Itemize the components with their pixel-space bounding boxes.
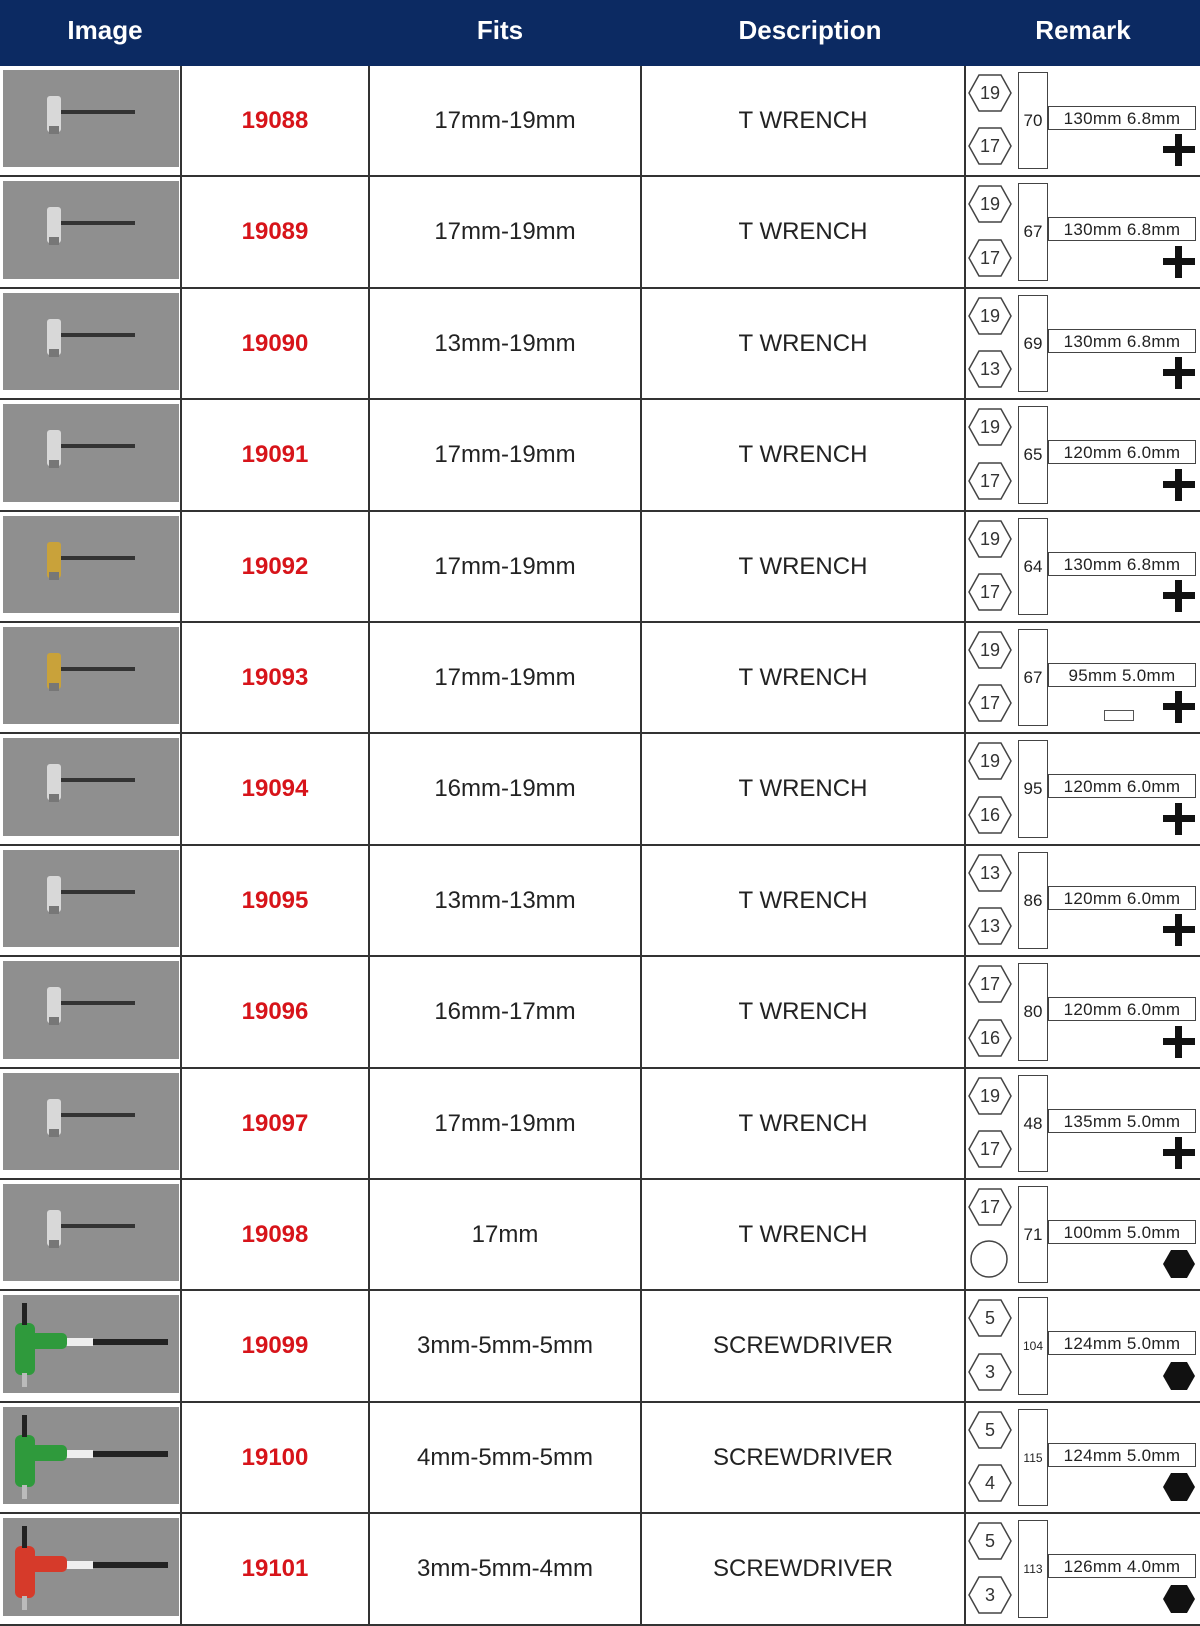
image-cell xyxy=(0,400,182,510)
fits-cell xyxy=(370,289,642,398)
fits-cell xyxy=(370,1514,642,1624)
phillips-tip-icon xyxy=(1162,1025,1196,1059)
product-photo xyxy=(3,1073,179,1170)
socket-size-top-label: 17 xyxy=(979,1197,1001,1217)
socket-size-bottom xyxy=(968,684,1012,722)
code-cell xyxy=(182,623,370,732)
socket-size-top xyxy=(968,965,1012,1003)
length-box xyxy=(1018,1297,1048,1395)
image-cell xyxy=(0,1514,182,1624)
tool-drawing xyxy=(3,850,179,946)
table-row xyxy=(0,1514,1200,1626)
dimensions-box xyxy=(1048,329,1196,353)
remark-cell xyxy=(966,400,1200,510)
tool-drawing xyxy=(3,1518,179,1614)
hex-tip-icon xyxy=(1162,1359,1196,1393)
remark-cell xyxy=(966,1514,1200,1624)
tool-drawing xyxy=(3,1407,179,1503)
fits-cell xyxy=(370,623,642,732)
code-cell xyxy=(182,512,370,621)
product-code: 19091 xyxy=(241,441,309,468)
socket-size-top-label: 17 xyxy=(979,974,1001,994)
remark-cell xyxy=(966,846,1200,955)
socket-size-top-label: 5 xyxy=(984,1420,995,1440)
description-cell xyxy=(642,957,966,1067)
table-row xyxy=(0,1403,1200,1514)
image-cell xyxy=(0,957,182,1067)
product-code: 19095 xyxy=(241,886,309,914)
description-cell xyxy=(642,400,966,510)
tool-drawing xyxy=(3,627,179,723)
socket-size-top-label: 19 xyxy=(979,640,1001,660)
dimensions-value: 126mm 4.0mm xyxy=(1063,1557,1181,1576)
product-code: 19090 xyxy=(241,329,309,357)
phillips-tip-icon xyxy=(1162,802,1196,836)
description-value: SCREWDRIVER xyxy=(712,1332,893,1359)
remark-cell xyxy=(966,957,1200,1067)
fits-value: 13mm-13mm xyxy=(434,886,576,914)
image-cell xyxy=(0,289,182,398)
socket-size-bottom-label: 4 xyxy=(984,1473,995,1493)
socket-size-top xyxy=(968,1522,1012,1560)
dimensions-box xyxy=(1048,997,1196,1021)
code-cell xyxy=(182,957,370,1067)
description-value: T WRENCH xyxy=(738,329,868,357)
length-box xyxy=(1018,1409,1048,1506)
product-code: 19092 xyxy=(241,552,309,580)
fits-cell xyxy=(370,1403,642,1512)
fits-value: 17mm-19mm xyxy=(434,663,576,691)
description-value: T WRENCH xyxy=(738,552,868,580)
socket-size-bottom-label: 17 xyxy=(979,582,1001,602)
socket-size-top xyxy=(968,742,1012,780)
socket-size-bottom xyxy=(968,350,1012,388)
description-cell xyxy=(642,289,966,398)
socket-size-bottom-label: 17 xyxy=(979,136,1001,156)
product-photo xyxy=(3,1295,179,1393)
product-photo xyxy=(3,293,179,390)
fits-cell xyxy=(370,957,642,1067)
socket-size-bottom-label: 3 xyxy=(984,1585,995,1605)
fits-value: 17mm-19mm xyxy=(434,218,576,245)
dimensions-value: 124mm 5.0mm xyxy=(1063,1446,1181,1465)
description-value: T WRENCH xyxy=(738,663,868,691)
description-cell xyxy=(642,846,966,955)
length-value: 71 xyxy=(1023,1224,1043,1244)
socket-size-bottom xyxy=(968,239,1012,277)
dimensions-box xyxy=(1048,217,1196,241)
fits-cell xyxy=(370,512,642,621)
product-code: 19094 xyxy=(241,775,309,802)
product-photo xyxy=(3,1407,179,1504)
socket-size-top-label: 5 xyxy=(984,1308,995,1328)
description-cell xyxy=(642,512,966,621)
dimensions-box xyxy=(1048,552,1196,576)
socket-size-top xyxy=(968,74,1012,112)
fits-cell xyxy=(370,66,642,175)
socket-size-top xyxy=(968,297,1012,335)
product-photo xyxy=(3,1518,179,1616)
socket-size-bottom-label: 17 xyxy=(979,1139,1001,1159)
fits-cell xyxy=(370,177,642,287)
length-value: 115 xyxy=(1023,1450,1043,1465)
dimensions-box xyxy=(1048,774,1196,798)
image-cell xyxy=(0,66,182,175)
description-value: T WRENCH xyxy=(738,886,868,914)
product-photo xyxy=(3,1184,179,1281)
description-cell xyxy=(642,177,966,287)
phillips-tip-icon xyxy=(1162,1136,1196,1170)
socket-size-top xyxy=(968,1411,1012,1449)
length-box xyxy=(1018,852,1048,949)
description-value: SCREWDRIVER xyxy=(712,1443,893,1471)
fits-value: 17mm-19mm xyxy=(434,441,576,468)
dimensions-value: 135mm 5.0mm xyxy=(1063,1112,1181,1131)
remark-cell xyxy=(966,1403,1200,1512)
dimensions-box xyxy=(1048,1220,1196,1244)
description-value: SCREWDRIVER xyxy=(712,1555,893,1582)
code-cell xyxy=(182,1069,370,1178)
dimensions-box xyxy=(1048,1554,1196,1578)
fits-value: 16mm-17mm xyxy=(434,998,576,1025)
dimensions-value: 130mm 6.8mm xyxy=(1063,109,1181,128)
table-row xyxy=(0,400,1200,512)
socket-size-bottom xyxy=(968,1464,1012,1502)
table-row xyxy=(0,512,1200,623)
hex-tip-icon xyxy=(1162,1582,1196,1616)
socket-size-bottom-label: 13 xyxy=(979,359,1001,379)
image-cell xyxy=(0,623,182,732)
description-cell xyxy=(642,623,966,732)
socket-size-bottom xyxy=(968,1353,1012,1391)
product-code: 19088 xyxy=(241,106,309,134)
product-photo xyxy=(3,181,179,279)
tool-drawing xyxy=(3,181,179,277)
socket-size-top xyxy=(968,1077,1012,1115)
length-value: 86 xyxy=(1023,890,1043,910)
fits-cell xyxy=(370,846,642,955)
tool-drawing xyxy=(3,70,179,166)
product-code: 19100 xyxy=(241,1443,309,1471)
socket-size-top-label: 19 xyxy=(979,751,1001,771)
fits-cell xyxy=(370,1180,642,1289)
socket-size-bottom-label: 13 xyxy=(979,916,1001,936)
table-row xyxy=(0,289,1200,400)
fits-cell xyxy=(370,400,642,510)
code-cell xyxy=(182,177,370,287)
image-cell xyxy=(0,177,182,287)
remark-cell xyxy=(966,1180,1200,1289)
code-cell xyxy=(182,846,370,955)
dimensions-box xyxy=(1048,106,1196,130)
dimensions-box xyxy=(1048,1331,1196,1355)
socket-size-bottom-label: 17 xyxy=(979,693,1001,713)
socket-size-top xyxy=(968,631,1012,669)
slot-tip-icon xyxy=(1104,710,1134,721)
fits-value: 13mm-19mm xyxy=(434,329,576,357)
description-cell xyxy=(642,1291,966,1401)
description-cell xyxy=(642,1403,966,1512)
product-photo xyxy=(3,738,179,836)
table-row xyxy=(0,177,1200,289)
product-code: 19101 xyxy=(241,1555,309,1582)
length-box xyxy=(1018,1520,1048,1618)
socket-size-top-label: 13 xyxy=(979,863,1001,883)
socket-size-top-label: 19 xyxy=(979,529,1001,549)
product-code: 19093 xyxy=(241,663,309,691)
socket-size-bottom xyxy=(968,573,1012,611)
header-image: Image xyxy=(67,15,143,45)
table-row xyxy=(0,1069,1200,1180)
fits-value: 4mm-5mm-5mm xyxy=(417,1443,593,1471)
socket-size-bottom xyxy=(968,127,1012,165)
product-code: 19098 xyxy=(241,1220,309,1248)
description-value: T WRENCH xyxy=(738,775,868,802)
dimensions-value: 100mm 5.0mm xyxy=(1063,1223,1181,1242)
socket-size-top xyxy=(968,1188,1012,1226)
length-value: 80 xyxy=(1023,1002,1043,1021)
remark-cell xyxy=(966,177,1200,287)
dimensions-value: 130mm 6.8mm xyxy=(1063,555,1181,574)
description-value: T WRENCH xyxy=(738,1220,868,1248)
image-cell xyxy=(0,512,182,621)
socket-size-bottom xyxy=(968,1019,1012,1057)
tool-drawing xyxy=(3,1073,179,1169)
socket-size-bottom-label: 17 xyxy=(979,248,1001,268)
image-cell xyxy=(0,734,182,844)
header-description: Description xyxy=(738,15,882,45)
product-code: 19096 xyxy=(241,998,309,1025)
socket-size-bottom-label: 3 xyxy=(984,1362,995,1382)
dimensions-box xyxy=(1048,663,1196,687)
dimensions-value: 130mm 6.8mm xyxy=(1063,332,1181,351)
tool-drawing xyxy=(3,404,179,500)
socket-size-top-label: 19 xyxy=(979,1086,1001,1106)
socket-size-top xyxy=(968,408,1012,446)
socket-size-bottom-label: 16 xyxy=(979,805,1001,825)
code-cell xyxy=(182,400,370,510)
fits-cell xyxy=(370,1069,642,1178)
product-photo xyxy=(3,516,179,613)
tool-drawing xyxy=(3,1184,179,1280)
code-cell xyxy=(182,1514,370,1624)
socket-size-bottom xyxy=(968,907,1012,945)
socket-size-top-label: 5 xyxy=(984,1531,995,1551)
length-value: 67 xyxy=(1023,222,1043,241)
table-header xyxy=(0,0,1200,66)
product-photo xyxy=(3,70,179,167)
image-cell xyxy=(0,846,182,955)
code-cell xyxy=(182,66,370,175)
header-fits: Fits xyxy=(476,15,524,45)
dimensions-value: 120mm 6.0mm xyxy=(1063,889,1181,908)
table-row xyxy=(0,846,1200,957)
tool-drawing xyxy=(3,961,179,1057)
length-box xyxy=(1018,740,1048,838)
phillips-tip-icon xyxy=(1162,245,1196,279)
hex-tip-icon xyxy=(1162,1247,1196,1281)
length-box xyxy=(1018,1075,1048,1172)
remark-cell xyxy=(966,289,1200,398)
socket-size-bottom xyxy=(968,796,1012,834)
socket-size-bottom xyxy=(968,1130,1012,1168)
description-value: T WRENCH xyxy=(738,998,868,1025)
phillips-tip-icon xyxy=(1162,690,1196,724)
socket-size-top xyxy=(968,520,1012,558)
fits-value: 16mm-19mm xyxy=(434,775,576,802)
code-cell xyxy=(182,1180,370,1289)
socket-size-bottom xyxy=(968,462,1012,500)
description-value: T WRENCH xyxy=(738,218,868,245)
product-photo xyxy=(3,961,179,1059)
socket-size-top xyxy=(968,185,1012,223)
fits-cell xyxy=(370,734,642,844)
image-cell xyxy=(0,1403,182,1512)
socket-size-top-label: 19 xyxy=(979,83,1001,103)
header-remark: Remark xyxy=(1035,15,1131,45)
remark-cell xyxy=(966,1291,1200,1401)
table-row xyxy=(0,66,1200,177)
table-row xyxy=(0,1291,1200,1403)
description-cell xyxy=(642,66,966,175)
product-code: 19099 xyxy=(241,1332,309,1359)
length-value: 69 xyxy=(1023,333,1043,353)
dimensions-box xyxy=(1048,886,1196,910)
description-value: T WRENCH xyxy=(738,441,868,468)
fits-value: 17mm-19mm xyxy=(434,1109,576,1137)
description-value: T WRENCH xyxy=(738,1109,868,1137)
fits-value: 17mm-19mm xyxy=(434,552,576,580)
remark-cell xyxy=(966,1069,1200,1178)
length-box xyxy=(1018,406,1048,504)
dimensions-value: 130mm 6.8mm xyxy=(1063,220,1181,239)
product-photo xyxy=(3,850,179,947)
round-end-shape xyxy=(968,1239,1012,1277)
image-cell xyxy=(0,1180,182,1289)
length-value: 65 xyxy=(1023,445,1043,464)
product-code: 19089 xyxy=(241,218,309,245)
code-cell xyxy=(182,289,370,398)
description-cell xyxy=(642,1069,966,1178)
image-cell xyxy=(0,1069,182,1178)
dimensions-value: 95mm 5.0mm xyxy=(1068,666,1176,685)
length-box xyxy=(1018,518,1048,615)
code-cell xyxy=(182,734,370,844)
dimensions-box xyxy=(1048,1443,1196,1467)
fits-cell xyxy=(370,1291,642,1401)
dimensions-box xyxy=(1048,440,1196,464)
image-cell xyxy=(0,1291,182,1401)
dimensions-value: 124mm 5.0mm xyxy=(1063,1334,1181,1353)
socket-size-top-label: 19 xyxy=(979,306,1001,326)
product-photo xyxy=(3,627,179,724)
socket-size-top-label: 19 xyxy=(979,194,1001,214)
length-value: 70 xyxy=(1023,110,1043,130)
phillips-tip-icon xyxy=(1162,468,1196,502)
socket-size-bottom-label: 17 xyxy=(979,471,1001,491)
product-code: 19097 xyxy=(241,1109,309,1137)
remark-cell xyxy=(966,66,1200,175)
fits-value: 17mm xyxy=(471,1220,539,1248)
fits-value: 3mm-5mm-5mm xyxy=(417,1332,593,1359)
code-cell xyxy=(182,1403,370,1512)
product-photo xyxy=(3,404,179,502)
fits-value: 3mm-5mm-4mm xyxy=(417,1555,593,1582)
socket-size-bottom xyxy=(968,1576,1012,1614)
remark-cell xyxy=(966,734,1200,844)
dimensions-value: 120mm 6.0mm xyxy=(1063,777,1181,796)
tool-drawing xyxy=(3,516,179,612)
length-value: 95 xyxy=(1023,779,1043,798)
length-value: 104 xyxy=(1022,1339,1044,1353)
length-value: 67 xyxy=(1023,667,1043,687)
code-cell xyxy=(182,1291,370,1401)
socket-size-top xyxy=(968,854,1012,892)
length-box xyxy=(1018,963,1048,1061)
remark-cell xyxy=(966,512,1200,621)
phillips-tip-icon xyxy=(1162,913,1196,947)
phillips-tip-icon xyxy=(1162,356,1196,390)
socket-size-top xyxy=(968,1299,1012,1337)
phillips-tip-icon xyxy=(1162,579,1196,613)
description-cell xyxy=(642,734,966,844)
description-cell xyxy=(642,1180,966,1289)
remark-cell xyxy=(966,623,1200,732)
description-cell xyxy=(642,1514,966,1624)
table-row xyxy=(0,1180,1200,1291)
fits-value: 17mm-19mm xyxy=(434,106,576,134)
socket-size-bottom-label: 16 xyxy=(979,1028,1001,1048)
socket-size-top-label: 19 xyxy=(979,417,1001,437)
length-box xyxy=(1018,1186,1048,1283)
tool-drawing xyxy=(3,738,179,834)
phillips-tip-icon xyxy=(1162,133,1196,167)
tool-drawing xyxy=(3,1295,179,1391)
length-value: 113 xyxy=(1023,1562,1043,1576)
description-value: T WRENCH xyxy=(738,106,868,134)
length-box xyxy=(1018,295,1048,392)
length-box xyxy=(1018,72,1048,169)
table-row xyxy=(0,623,1200,734)
length-value: 48 xyxy=(1023,1113,1043,1133)
length-value: 64 xyxy=(1023,556,1043,576)
table-row xyxy=(0,957,1200,1069)
length-box xyxy=(1018,629,1048,726)
tool-drawing xyxy=(3,293,179,389)
hex-tip-icon xyxy=(1162,1470,1196,1504)
dimensions-value: 120mm 6.0mm xyxy=(1063,1000,1181,1019)
table-row xyxy=(0,734,1200,846)
dimensions-box xyxy=(1048,1109,1196,1133)
dimensions-value: 120mm 6.0mm xyxy=(1063,443,1181,462)
length-box xyxy=(1018,183,1048,281)
